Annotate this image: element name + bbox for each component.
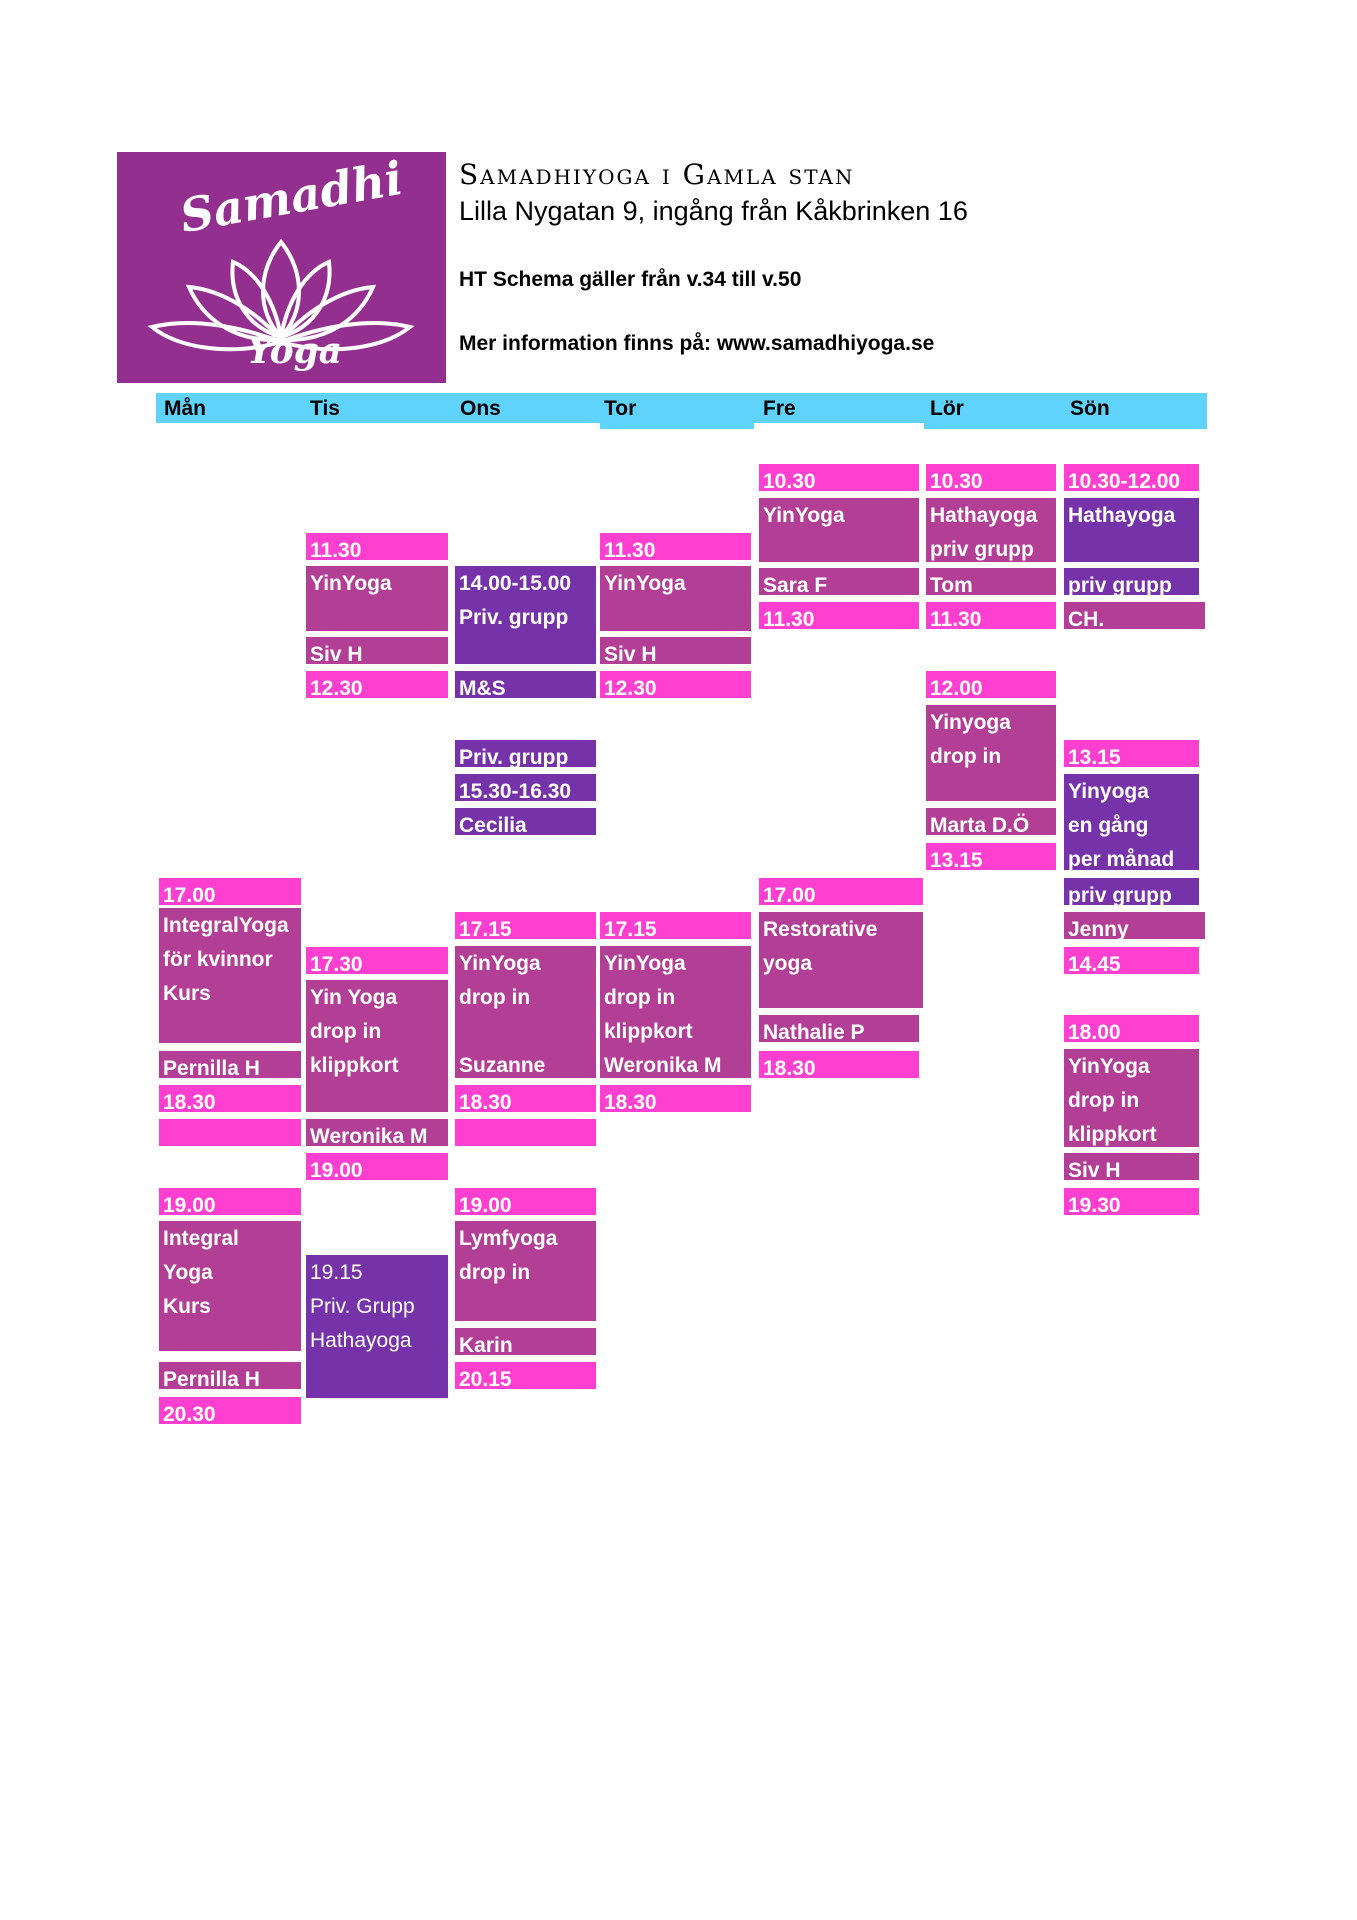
son-c-line2: drop in <box>1068 1089 1140 1112</box>
lor-a-line2: priv grupp <box>930 538 1034 561</box>
lor-slot-b-time: 12.00 <box>926 671 1056 698</box>
lor-slot-a-teacher: Tom <box>926 568 1056 595</box>
son-b-line3: per månad <box>1068 848 1175 871</box>
son-slot-c-time: 18.00 <box>1064 1015 1199 1042</box>
tis-c-line2: Hathayoga <box>310 1329 412 1352</box>
tis-slot-b-end: 19.00 <box>306 1153 448 1180</box>
tor-b-teacher: Weronika M <box>604 1054 722 1077</box>
tor-b-line2: drop in <box>604 986 676 1009</box>
fre-slot-b-end: 18.30 <box>759 1051 919 1078</box>
man-slot-a-end: 18.30 <box>159 1085 301 1112</box>
man-a-line2: för kvinnor <box>163 948 273 971</box>
tor-slot-b-class <box>600 946 751 1078</box>
son-a-line1: Hathayoga <box>1068 504 1176 527</box>
son-slot-b-teacher: Jenny <box>1064 912 1205 939</box>
son-slot-b-class <box>1064 774 1199 870</box>
day-label-son: Sön <box>1070 397 1110 420</box>
man-b-line2: Yoga <box>163 1261 213 1284</box>
fre-b-line2: yoga <box>763 952 813 975</box>
logo-word-samadhi: Samadhi <box>176 150 407 244</box>
address: Lilla Nygatan 9, ingång från Kåkbrinken 16 <box>459 196 968 226</box>
tor-slot-a-class <box>600 566 751 631</box>
page-title: Samadhiyoga i Gamla stan <box>459 158 855 191</box>
tis-slot-a-class <box>306 566 448 631</box>
son-slot-b-end: 14.45 <box>1064 947 1199 974</box>
fre-slot-b-teacher: Nathalie P <box>759 1015 919 1042</box>
tis-a-line1: YinYoga <box>310 572 392 595</box>
lor-slot-b-class <box>926 705 1056 801</box>
tis-slot-a-end: 12.30 <box>306 671 448 698</box>
ons-c-line1: YinYoga <box>459 952 541 975</box>
son-b-line1: Yinyoga <box>1068 780 1149 803</box>
man-b-line3: Kurs <box>163 1295 211 1318</box>
ons-c-teacher: Suzanne <box>459 1054 546 1077</box>
ons-slot-c-class <box>455 946 596 1078</box>
tor-slot-a-time: 11.30 <box>600 533 751 560</box>
fre-slot-a-time: 10.30 <box>759 464 919 491</box>
fre-b-line1: Restorative <box>763 918 878 941</box>
man-empty-block <box>159 1119 301 1146</box>
ons-d-line1: Lymfyoga <box>459 1227 558 1250</box>
lor-b-line2: drop in <box>930 745 1002 768</box>
man-slot-b-time: 19.00 <box>159 1188 301 1215</box>
logo <box>117 152 446 383</box>
man-slot-a-time: 17.00 <box>159 878 301 905</box>
son-slot-c-end: 19.30 <box>1064 1188 1199 1215</box>
ons-a-time: 14.00-15.00 <box>459 572 572 595</box>
tor-slot-a-end: 12.30 <box>600 671 751 698</box>
ons-empty-block <box>455 1119 596 1146</box>
tis-slot-b-teacher: Weronika M <box>306 1119 448 1146</box>
man-a-line3: Kurs <box>163 982 211 1005</box>
tis-slot-c-private <box>306 1255 448 1398</box>
ons-a-line1: Priv. grupp <box>459 606 569 629</box>
tor-slot-b-end: 18.30 <box>600 1085 751 1112</box>
tis-b-line3: klippkort <box>310 1054 399 1077</box>
ons-slot-c-time: 17.15 <box>455 912 596 939</box>
man-slot-a-class <box>159 908 301 1043</box>
lor-slot-a-class <box>926 498 1056 562</box>
man-slot-b-teacher: Pernilla H <box>159 1362 301 1389</box>
tis-slot-b-class <box>306 980 448 1112</box>
son-c-line3: klippkort <box>1068 1123 1157 1146</box>
tor-a-line1: YinYoga <box>604 572 686 595</box>
day-header-bar <box>156 393 608 423</box>
ons-c-spacer <box>459 1015 592 1049</box>
day-label-tis: Tis <box>310 397 340 420</box>
tis-slot-a-teacher: Siv H <box>306 637 448 664</box>
son-slot-a-sub: priv grupp <box>1064 568 1199 595</box>
more-info: Mer information finns på: www.samadhiyoga.se <box>459 332 935 355</box>
tis-slot-a-time: 11.30 <box>306 533 448 560</box>
son-c-line1: YinYoga <box>1068 1055 1150 1078</box>
ons-slot-d-class <box>455 1221 596 1321</box>
tor-b-line3: klippkort <box>604 1020 693 1043</box>
ons-slot-d-end: 20.15 <box>455 1362 596 1389</box>
son-slot-b-time: 13.15 <box>1064 740 1199 767</box>
lor-slot-b-teacher: Marta D.Ö <box>926 808 1056 835</box>
lor-slot-b-end: 13.15 <box>926 843 1056 870</box>
man-slot-b-end: 20.30 <box>159 1397 301 1424</box>
day-label-man: Mån <box>164 397 206 420</box>
lor-a-line1: Hathayoga <box>930 504 1038 527</box>
ons-slot-b-label: Priv. grupp <box>455 740 596 767</box>
son-b-line2: en gång <box>1068 814 1149 837</box>
tis-c-time: 19.15 <box>310 1261 363 1284</box>
son-slot-a-time: 10.30-12.00 <box>1064 464 1199 491</box>
ons-d-line2: drop in <box>459 1261 531 1284</box>
son-slot-c-class <box>1064 1049 1199 1147</box>
tis-c-line1: Priv. Grupp <box>310 1295 415 1318</box>
tis-slot-b-time: 17.30 <box>306 947 448 974</box>
ons-slot-d-time: 19.00 <box>455 1188 596 1215</box>
fre-slot-b-class <box>759 912 923 1008</box>
tis-b-line1: Yin Yoga <box>310 986 398 1009</box>
fre-slot-b-time: 17.00 <box>759 878 923 905</box>
son-slot-a-class <box>1064 498 1199 562</box>
lor-slot-a-time: 10.30 <box>926 464 1056 491</box>
lor-slot-a-end: 11.30 <box>926 602 1056 629</box>
tor-slot-a-teacher: Siv H <box>600 637 751 664</box>
son-slot-c-teacher: Siv H <box>1064 1153 1199 1180</box>
tor-slot-b-time: 17.15 <box>600 912 751 939</box>
day-label-ons: Ons <box>460 397 501 420</box>
fre-slot-a-end: 11.30 <box>759 602 919 629</box>
man-a-line1: IntegralYoga <box>163 914 289 937</box>
ons-slot-b-time: 15.30-16.30 <box>455 774 596 801</box>
man-b-line1: Integral <box>163 1227 239 1250</box>
man-slot-b-class <box>159 1221 301 1351</box>
tis-b-line2: drop in <box>310 1020 382 1043</box>
ons-slot-a-teacher: M&S <box>455 671 596 698</box>
ons-slot-d-teacher: Karin <box>455 1328 596 1355</box>
logo-word-yoga: Yoga <box>247 330 343 372</box>
ons-c-line2: drop in <box>459 986 531 1009</box>
lor-b-line1: Yinyoga <box>930 711 1011 734</box>
tor-b-line1: YinYoga <box>604 952 686 975</box>
ons-slot-a-private <box>455 566 596 664</box>
ons-slot-b-teacher: Cecilia <box>455 808 596 835</box>
fre-slot-a-class <box>759 498 919 562</box>
son-slot-b-priv: priv grupp <box>1064 878 1199 905</box>
day-label-tor: Tor <box>604 397 637 420</box>
day-label-lor: Lör <box>930 397 964 420</box>
schedule-note: HT Schema gäller från v.34 till v.50 <box>459 268 802 291</box>
son-slot-a-teacher: CH. <box>1064 602 1205 629</box>
man-slot-a-teacher: Pernilla H <box>159 1051 301 1078</box>
fre-a-line1: YinYoga <box>763 504 845 527</box>
fre-slot-a-teacher: Sara F <box>759 568 919 595</box>
ons-slot-c-end: 18.30 <box>455 1085 596 1112</box>
day-label-fre: Fre <box>763 397 796 420</box>
